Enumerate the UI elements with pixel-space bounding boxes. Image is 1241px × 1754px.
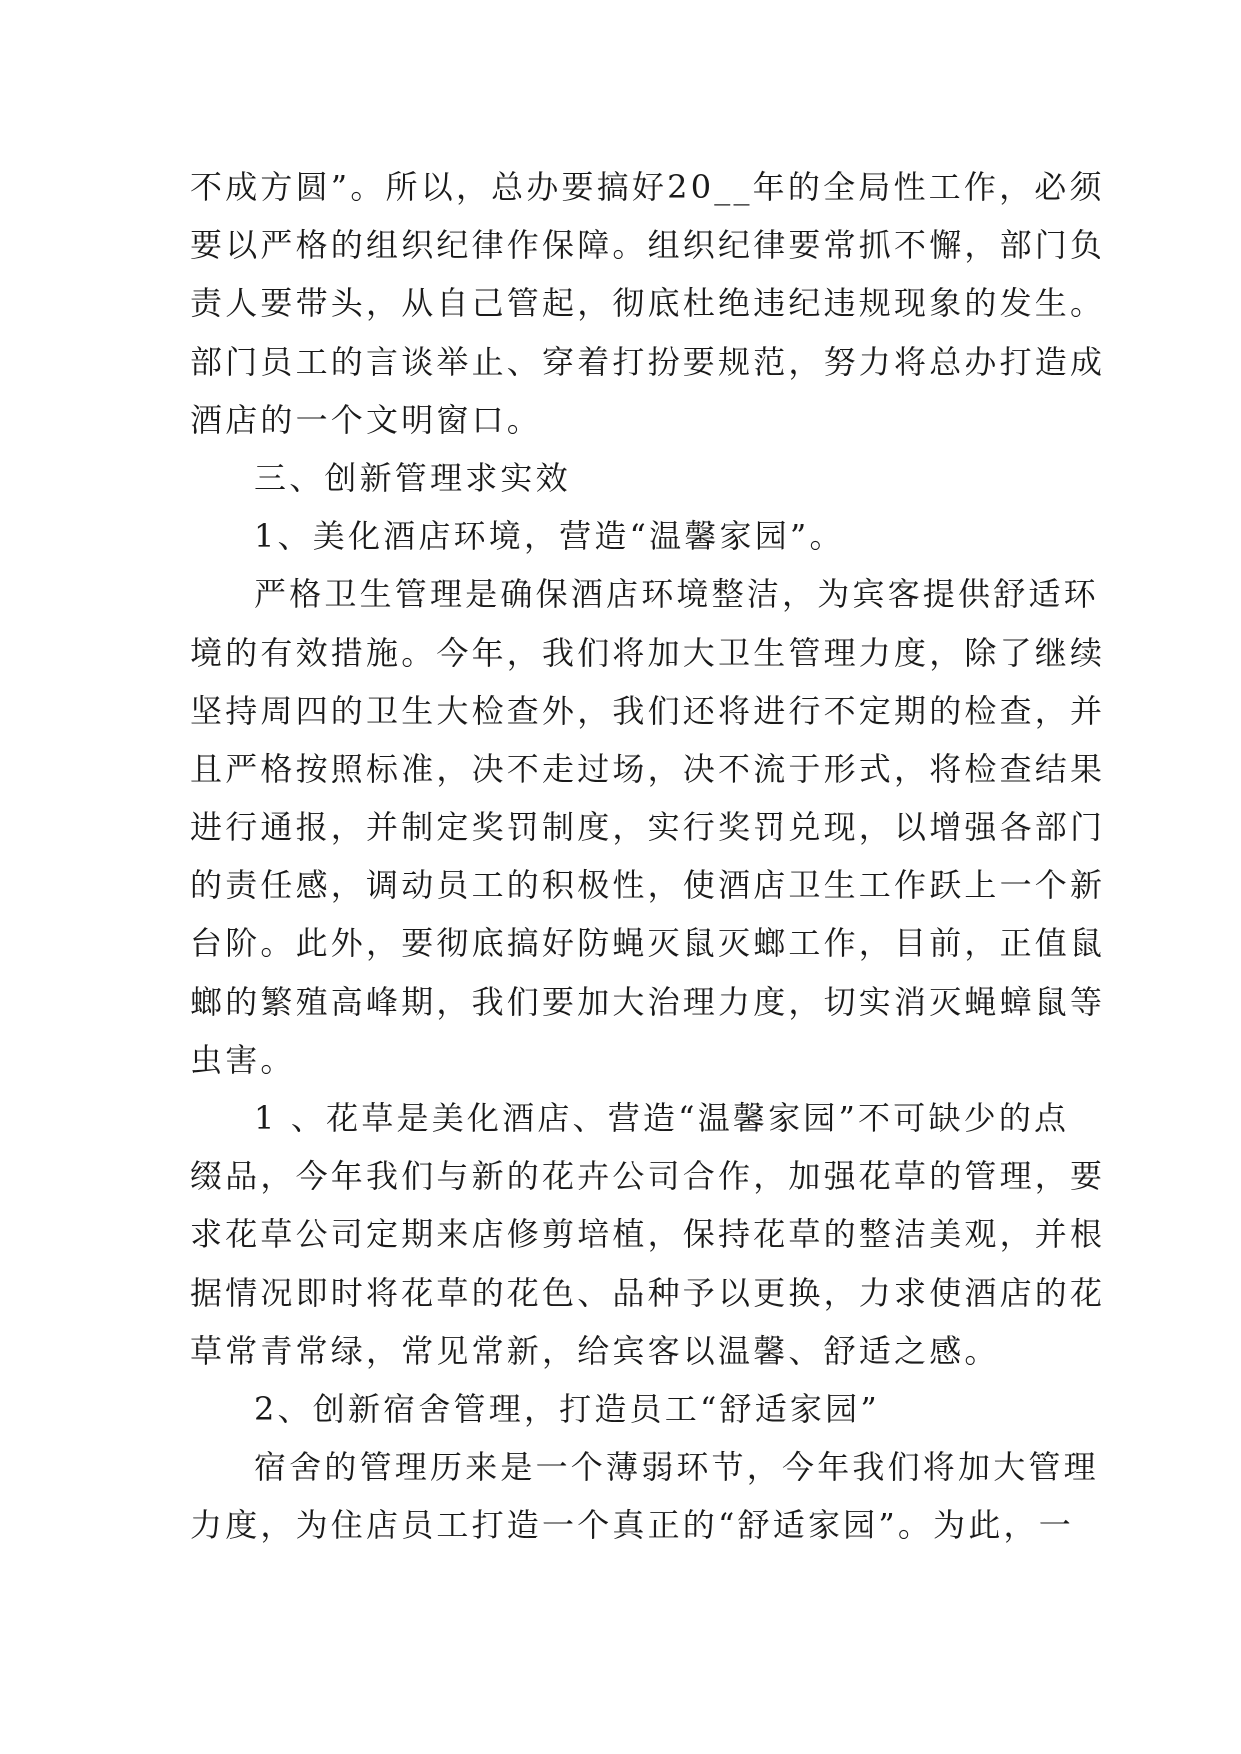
text-line: 不成方圆”。所以，总办要搞好20__年的全局性工作，必须 bbox=[190, 168, 1105, 206]
text-line: 要以严格的组织纪律作保障。组织纪律要常抓不懈，部门负 bbox=[190, 226, 1106, 265]
text-line: 1 、花草是美化酒店、营造“温馨家园”不可缺少的点 bbox=[254, 1099, 1070, 1137]
paragraph-hygiene-management bbox=[190, 565, 1106, 1089]
document-page bbox=[190, 158, 1106, 1555]
text-line: 2、创新宿舍管理，打造员工“舒适家园” bbox=[254, 1389, 880, 1428]
text-line: 且严格按照标准，决不走过场，决不流于形式，将检查结果 bbox=[190, 749, 1106, 788]
text-line: 坚持周四的卫生大检查外，我们还将进行不定期的检查，并 bbox=[190, 691, 1106, 730]
subheading-beautify-environment bbox=[190, 507, 1070, 565]
text-line: 酒店的一个文明窗口。 bbox=[190, 400, 543, 439]
text-line: 螂的繁殖高峰期，我们要加大治理力度，切实消灭蝇蟑鼠等 bbox=[190, 982, 1106, 1021]
text-line: 的责任感，调动员工的积极性，使酒店卫生工作跃上一个新 bbox=[190, 866, 1106, 905]
text-line: 宿舍的管理历来是一个薄弱环节，今年我们将加大管理 bbox=[254, 1448, 1099, 1487]
text-line: 境的有效措施。今年，我们将加大卫生管理力度，除了继续 bbox=[190, 633, 1106, 672]
text-line: 据情况即时将花草的花色、品种予以更换，力求使酒店的花 bbox=[190, 1273, 1106, 1312]
text-line: 求花草公司定期来店修剪培植，保持花草的整洁美观，并根 bbox=[190, 1215, 1106, 1254]
text-line: 缀品，今年我们与新的花卉公司合作，加强花草的管理，要 bbox=[190, 1157, 1106, 1196]
text-line: 草常青常绿，常见常新，给宾客以温馨、舒适之感。 bbox=[190, 1331, 1000, 1370]
text-line: 虫害。 bbox=[190, 1040, 296, 1079]
text-line: 部门员工的言谈举止、穿着打扮要规范，努力将总办打造成 bbox=[190, 342, 1106, 381]
paragraph-discipline-continued bbox=[190, 158, 1106, 449]
text-line: 1、美化酒店环境，营造“温馨家园”。 bbox=[254, 517, 845, 556]
paragraph-flowers-plants bbox=[190, 1089, 1106, 1380]
text-line: 严格卫生管理是确保酒店环境整洁，为宾客提供舒适环 bbox=[254, 575, 1099, 614]
section-heading-innovation bbox=[190, 449, 1070, 507]
paragraph-dormitory bbox=[190, 1438, 1099, 1554]
text-line: 台阶。此外，要彻底搞好防蝇灭鼠灭螂工作，目前，正值鼠 bbox=[190, 924, 1106, 963]
text-line: 力度，为住店员工打造一个真正的“舒适家园”。为此，一 bbox=[190, 1506, 1074, 1545]
text-line: 进行通报，并制定奖罚制度，实行奖罚兑现，以增强各部门 bbox=[190, 808, 1106, 847]
subheading-dormitory-management bbox=[190, 1380, 1070, 1438]
text-line: 责人要带头，从自己管起，彻底杜绝违纪违规现象的发生。 bbox=[190, 284, 1106, 323]
text-line: 三、创新管理求实效 bbox=[254, 458, 571, 497]
